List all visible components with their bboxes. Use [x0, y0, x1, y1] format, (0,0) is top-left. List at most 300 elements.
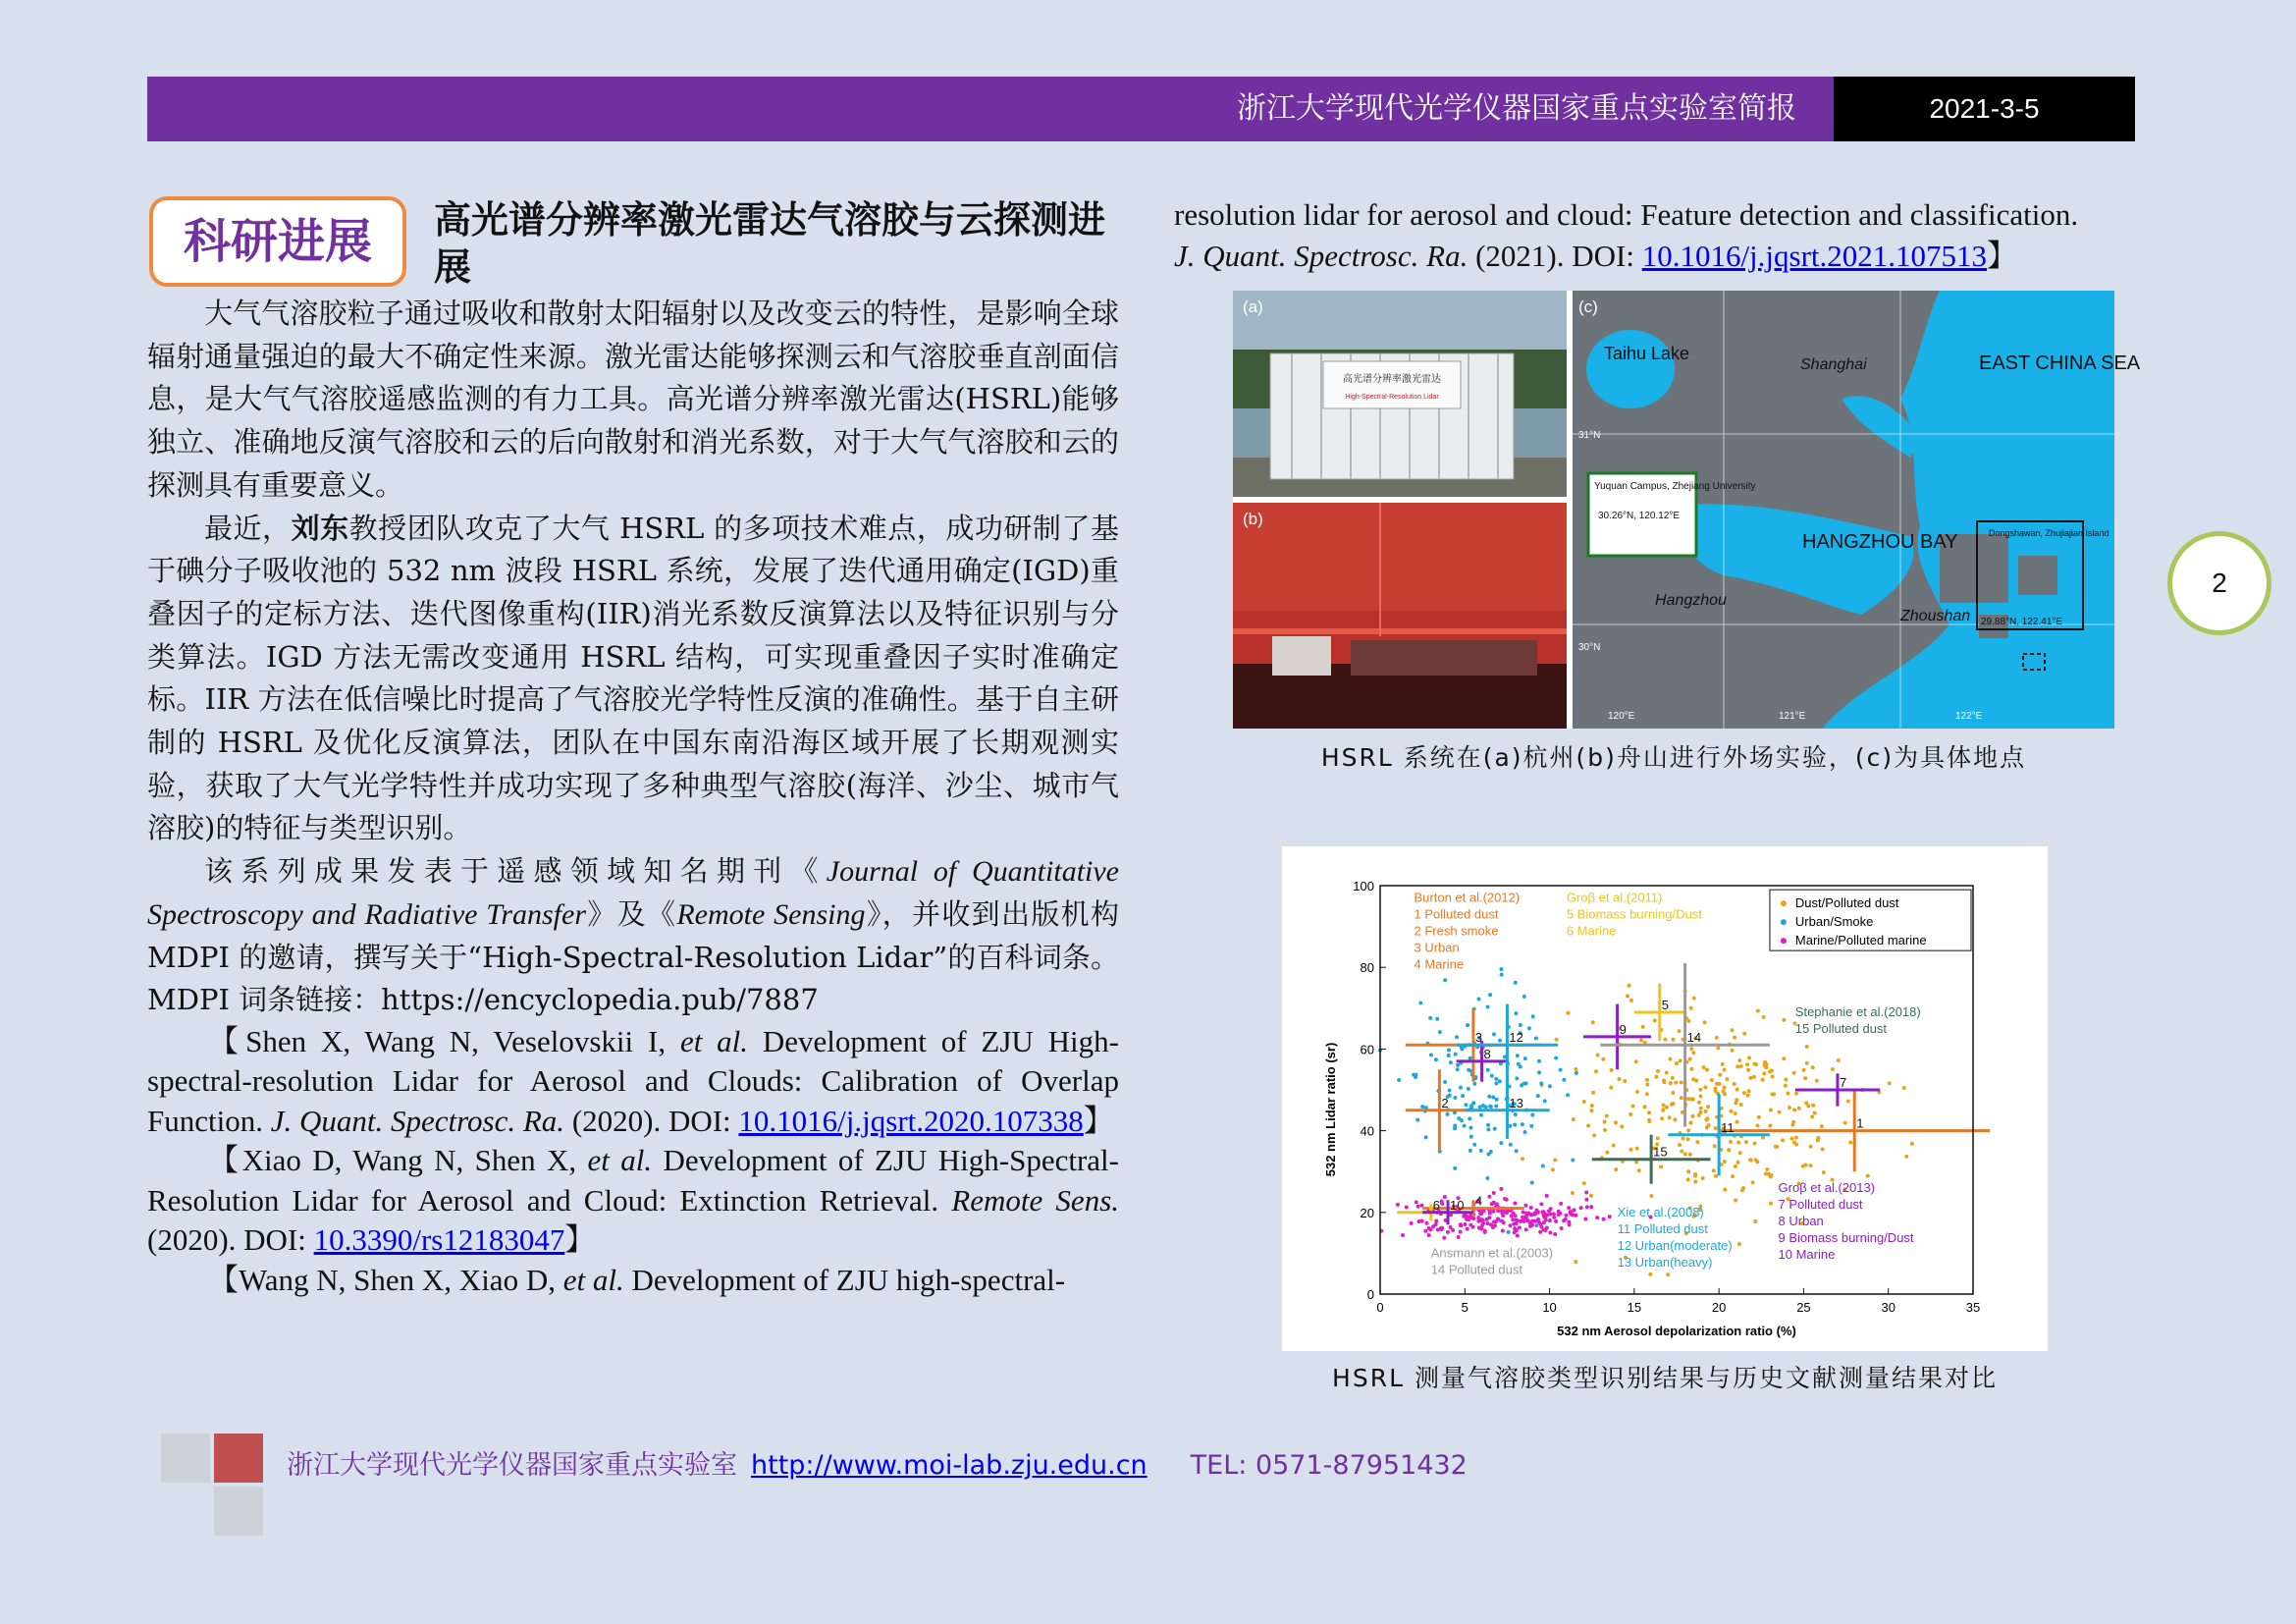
data-point [1746, 1068, 1750, 1072]
data-point [1536, 1094, 1540, 1098]
data-point [1620, 1124, 1624, 1128]
data-point [1479, 1212, 1483, 1216]
data-point [1689, 1120, 1693, 1124]
data-point [1461, 1094, 1465, 1098]
data-point [1717, 1082, 1721, 1086]
data-point [1693, 1179, 1697, 1183]
data-point [1500, 973, 1504, 977]
data-point [1718, 1073, 1722, 1077]
data-point [1695, 1140, 1699, 1144]
data-point [1420, 1105, 1424, 1109]
data-point [1529, 1206, 1533, 1210]
data-point [1582, 1181, 1586, 1185]
reference-label: 2 [1441, 1095, 1449, 1110]
data-point [1481, 1104, 1485, 1108]
data-point [1626, 994, 1629, 998]
reference-label: 7 [1839, 1075, 1847, 1090]
doi-link-3[interactable]: 10.1016/j.jqsrt.2021.107513 [1641, 239, 1988, 273]
data-point [1575, 1071, 1578, 1075]
data-point [1438, 1030, 1442, 1034]
data-point [1618, 1077, 1622, 1081]
data-point [1553, 1232, 1557, 1236]
data-point [1466, 1227, 1469, 1231]
data-point [1610, 1068, 1614, 1072]
data-point [1491, 1225, 1495, 1229]
data-point [1509, 1143, 1513, 1147]
data-point [1516, 1234, 1520, 1238]
data-point [1586, 1123, 1590, 1127]
data-point [1602, 1218, 1606, 1221]
header-date: 2021-3-5 [1929, 93, 2040, 124]
data-point [1904, 1155, 1908, 1159]
x-axis-label: 532 nm Aerosol depolarization ratio (%) [1557, 1324, 1796, 1338]
article-title: 高光谱分辨率激光雷达气溶胶与云探测进展 [434, 198, 1106, 289]
data-point [1543, 1212, 1547, 1216]
data-point [1574, 1067, 1577, 1071]
panel-a-label: (a) [1243, 298, 1263, 316]
data-point [1453, 1096, 1457, 1100]
data-point [1792, 1109, 1796, 1112]
data-point [1530, 1181, 1534, 1185]
doi-link-1[interactable]: 10.1016/j.jqsrt.2020.107338 [738, 1103, 1084, 1138]
data-point [1435, 1017, 1439, 1021]
data-point [1443, 978, 1447, 982]
data-point [1485, 1176, 1489, 1180]
data-point [1715, 1036, 1719, 1040]
data-point [1518, 1225, 1522, 1229]
data-point [1494, 1081, 1498, 1085]
data-point [1735, 1161, 1739, 1164]
data-point [1753, 1219, 1757, 1223]
data-point [1574, 1260, 1577, 1264]
data-point [1605, 1114, 1609, 1118]
legend-entry: Dust/Polluted dust [1794, 895, 1899, 911]
data-point [1501, 1228, 1505, 1232]
data-point [1585, 1205, 1589, 1209]
data-point [1661, 1108, 1665, 1111]
data-point [1548, 1084, 1552, 1088]
footer-tel: TEL: 0571-87951432 [1190, 1450, 1468, 1481]
data-point [1493, 1127, 1497, 1131]
data-point [1453, 1124, 1457, 1128]
data-point [1486, 1005, 1490, 1009]
data-point [1810, 1114, 1814, 1118]
paragraph-publication: 该系列成果发表于遥感领域知名期刊《Journal of Quantitative Spectroscopy and Radiative Transfer》及《Remote Sensing》，并收到出版机构 MDPI 的邀请，撰写关于“High-Spectral-Resolution Lidar”的百科词条。MDPI 词条链接：https://encyclopedia.pub/7887 [147, 854, 1119, 1017]
annotation-title: Stephanie et al.(2018) [1794, 1003, 1921, 1019]
footer-square-grey-1 [161, 1434, 210, 1483]
data-point [1809, 1145, 1813, 1149]
data-point [1770, 1068, 1774, 1072]
data-point [1396, 1203, 1400, 1207]
data-point [1797, 1107, 1801, 1110]
data-point [1634, 1059, 1638, 1063]
data-point [1491, 1210, 1495, 1214]
data-point [1744, 1140, 1748, 1144]
data-point [1757, 1115, 1761, 1119]
annotation-item: 15 Polluted dust [1794, 1020, 1888, 1036]
data-point [1614, 1167, 1618, 1171]
data-point [1485, 1221, 1489, 1225]
data-point [1469, 1135, 1473, 1139]
data-point [1456, 1067, 1460, 1071]
annotation-item: 12 Urban(moderate) [1617, 1237, 1733, 1253]
data-point [1647, 1118, 1651, 1122]
data-point [1499, 967, 1503, 971]
data-point [1490, 1074, 1494, 1078]
data-point [1463, 1222, 1467, 1226]
data-point [1837, 1058, 1841, 1062]
chart-caption: HSRL 测量气溶胶类型识别结果与历史文献测量结果对比 [1332, 1364, 1998, 1392]
data-point [1866, 1174, 1870, 1178]
data-point [1680, 1096, 1683, 1100]
data-point [1594, 1069, 1598, 1073]
data-point [1680, 1080, 1683, 1084]
data-point [1492, 1201, 1496, 1205]
data-point [1645, 1078, 1649, 1082]
data-point [1524, 1212, 1528, 1216]
data-point [1782, 1018, 1786, 1022]
data-point [1734, 1111, 1737, 1115]
data-point [1539, 1225, 1543, 1229]
data-point [1508, 1124, 1512, 1128]
data-point [1397, 1078, 1401, 1082]
data-point [1691, 1114, 1695, 1118]
data-point [1552, 1216, 1556, 1219]
data-point [1688, 1057, 1692, 1061]
annotation-item: 6 Marine [1566, 923, 1617, 939]
data-point [1756, 1009, 1760, 1013]
data-point [1842, 1121, 1846, 1125]
data-point [1500, 1219, 1504, 1223]
data-point [1629, 1148, 1633, 1152]
data-point [1811, 1065, 1815, 1069]
author-name: 刘东 [291, 511, 349, 545]
map-label-bay: HANGZHOU BAY [1802, 531, 1958, 553]
data-point [1605, 1151, 1609, 1155]
data-point [1513, 1230, 1517, 1234]
data-point [1671, 1091, 1675, 1095]
annotation-item: 5 Biomass burning/Dust [1566, 906, 1702, 922]
data-point [1902, 1086, 1906, 1090]
data-point [1689, 1067, 1693, 1071]
data-point [1686, 1177, 1690, 1181]
reference-label: 13 [1509, 1095, 1523, 1110]
annotation-item: 1 Polluted dust [1414, 906, 1499, 922]
data-point [1763, 1060, 1767, 1064]
data-point [1697, 1113, 1701, 1117]
data-point [1691, 1097, 1695, 1101]
data-point [1487, 1195, 1491, 1199]
data-point [1488, 993, 1492, 997]
data-point [1888, 1081, 1892, 1085]
annotation-item: 8 Urban [1778, 1213, 1824, 1228]
data-point [1472, 1082, 1476, 1086]
data-point [1542, 1220, 1546, 1224]
annotation-item: 2 Fresh smoke [1414, 923, 1499, 939]
data-point [1559, 1202, 1563, 1206]
data-point [1459, 1086, 1463, 1090]
legend-marker [1781, 900, 1787, 906]
data-point [1678, 1058, 1682, 1062]
data-point [1514, 1214, 1518, 1218]
data-point [1665, 1070, 1669, 1074]
y-tick-label: 80 [1360, 960, 1374, 976]
data-point [1735, 1098, 1738, 1102]
data-point [1451, 1228, 1455, 1232]
data-point [1549, 1207, 1553, 1211]
data-point [1662, 1104, 1666, 1108]
data-point [1761, 1078, 1765, 1082]
data-point [1815, 1079, 1819, 1083]
data-point [1816, 1138, 1820, 1142]
annotation-item: 10 Marine [1778, 1246, 1836, 1262]
data-point [1740, 1188, 1744, 1192]
data-point [1589, 1194, 1593, 1198]
data-point [1533, 1219, 1537, 1223]
data-point [1729, 1110, 1733, 1113]
data-point [1514, 981, 1518, 985]
section-badge: 科研进展 [149, 196, 406, 287]
map-label-zhoushan: Zhoushan [1900, 608, 1971, 624]
data-point [1537, 1059, 1541, 1063]
data-point [1492, 1191, 1496, 1195]
data-point [1769, 1109, 1773, 1112]
data-point [1591, 1020, 1595, 1024]
data-point [1704, 1110, 1708, 1113]
data-point [1686, 1169, 1690, 1173]
data-point [1554, 1056, 1558, 1059]
data-point [1468, 1126, 1472, 1130]
reference-label: 12 [1509, 1030, 1523, 1046]
data-point [1551, 1167, 1555, 1171]
data-point [1629, 1112, 1632, 1116]
data-point [1524, 1227, 1528, 1231]
map-lon-121: 121°E [1779, 711, 1806, 722]
data-point [1627, 984, 1630, 988]
map-label-dong-coord: 29.88°N, 122.41°E [1981, 617, 2063, 627]
data-point [1772, 1092, 1776, 1096]
annotation-title: Groβ et al.(2013) [1778, 1179, 1876, 1195]
data-point [1459, 1230, 1463, 1234]
data-point [1530, 1223, 1534, 1227]
data-point [1419, 1204, 1423, 1208]
data-point [1410, 1221, 1414, 1225]
data-point [1443, 1080, 1447, 1084]
data-point [1682, 1136, 1685, 1140]
data-point [1693, 1174, 1697, 1178]
y-tick-label: 40 [1360, 1123, 1374, 1139]
data-point [1752, 1075, 1756, 1079]
data-point [1522, 1082, 1525, 1086]
map-label-hangzhou: Hangzhou [1655, 592, 1727, 609]
data-point [1467, 1068, 1470, 1072]
data-point [1564, 1214, 1568, 1218]
data-point [1554, 1219, 1558, 1223]
data-point [1494, 1077, 1498, 1081]
data-point [1813, 1111, 1817, 1115]
data-point [1654, 1075, 1658, 1079]
data-point [1639, 1038, 1643, 1042]
data-point [1440, 1199, 1444, 1203]
data-point [1566, 1011, 1570, 1015]
data-point [1614, 1120, 1618, 1124]
data-point [1574, 1214, 1577, 1218]
map-lon-120: 120°E [1608, 711, 1635, 722]
data-point [1582, 1100, 1586, 1104]
data-point [1529, 1124, 1533, 1128]
data-point [1737, 1058, 1741, 1062]
reference-label: 1 [1856, 1115, 1864, 1131]
data-point [1727, 1148, 1731, 1152]
map-label-yuquan-coord: 30.26°N, 120.12°E [1598, 511, 1681, 521]
data-point [1487, 1095, 1491, 1099]
data-point [1442, 1236, 1446, 1240]
data-point [1534, 1037, 1538, 1041]
data-point [1792, 1071, 1796, 1075]
data-point [1739, 1103, 1743, 1107]
reference-1: 【Shen X, Wang N, Veselovskii I, et al. Development of ZJU High-spectral-resolution Lidar for Aerosol and Clouds: Calibration of Overlap Function. J. Quant. Spectrosc. Ra. (2020). DOI: 10.1016/j.jqsrt.2020.107338】 [147, 1023, 1119, 1138]
data-point [1675, 1061, 1679, 1065]
reference-label: 14 [1686, 1030, 1702, 1046]
data-point [1553, 1158, 1557, 1162]
annotation-title: Burton et al.(2012) [1414, 890, 1521, 905]
data-point [1784, 1084, 1788, 1088]
data-point [1454, 1053, 1458, 1056]
data-point [1659, 1164, 1663, 1168]
data-point [1637, 1168, 1641, 1172]
reference-label: 6 [1432, 1197, 1441, 1213]
x-tick-label: 10 [1542, 1300, 1557, 1315]
data-point [1477, 1225, 1481, 1229]
data-point [1666, 1272, 1670, 1276]
data-point [1762, 1015, 1766, 1019]
data-point [1496, 1217, 1500, 1220]
data-point [1691, 1051, 1695, 1055]
data-point [1513, 1202, 1517, 1206]
data-point [1739, 1064, 1743, 1068]
data-point [1734, 1101, 1737, 1105]
data-point [1567, 1206, 1571, 1210]
page-number: 2 [2167, 531, 2271, 635]
annotation-title: Xie et al.(2008) [1617, 1204, 1704, 1219]
data-point [1519, 1023, 1522, 1027]
data-point [1794, 1136, 1798, 1140]
legend-entry: Marine/Polluted marine [1794, 933, 1927, 948]
map-lon-122: 122°E [1955, 711, 1983, 722]
data-point [1643, 1105, 1647, 1109]
data-point [1737, 1242, 1741, 1246]
annotation-title: Ansmann et al.(2003) [1430, 1245, 1554, 1261]
doi-link-2[interactable]: 10.3390/rs12183047 [313, 1222, 565, 1258]
data-point [1653, 1018, 1657, 1022]
data-point [1448, 1088, 1452, 1092]
data-point [1523, 1056, 1527, 1060]
data-point [1686, 1128, 1690, 1132]
data-point [1521, 1122, 1524, 1126]
x-tick-label: 5 [1461, 1300, 1468, 1315]
map-taihu [1586, 330, 1675, 408]
data-point [1669, 1081, 1673, 1085]
legend-marker [1781, 919, 1787, 925]
data-point [1481, 1221, 1485, 1225]
data-point [1665, 1106, 1669, 1110]
data-point [1702, 1065, 1706, 1069]
data-point [1734, 1164, 1737, 1168]
data-point [1418, 1001, 1422, 1005]
data-point [1790, 1136, 1794, 1140]
data-point [1686, 1097, 1690, 1101]
map-lat-30: 30°N [1578, 642, 1601, 653]
data-point [1489, 1105, 1493, 1109]
data-point [1443, 1195, 1447, 1199]
data-point [1405, 1206, 1409, 1210]
data-point [1742, 1032, 1746, 1036]
reference-label: 4 [1474, 1193, 1483, 1209]
data-point [1498, 1039, 1502, 1043]
data-point [1457, 1235, 1461, 1239]
data-point [1747, 1089, 1751, 1093]
panel-c-label: (c) [1578, 298, 1598, 316]
x-tick-label: 30 [1881, 1300, 1896, 1315]
annotation-item: 14 Polluted dust [1430, 1262, 1523, 1277]
data-point [1519, 1064, 1522, 1068]
data-point [1734, 1198, 1737, 1202]
data-point [1479, 1113, 1483, 1117]
data-point [1678, 1029, 1682, 1033]
footer [287, 1443, 1468, 1482]
data-point [1723, 1160, 1727, 1164]
data-point [1721, 1062, 1725, 1066]
data-point [1731, 1049, 1735, 1053]
footer-url-link[interactable]: http://www.moi-lab.zju.edu.cn [751, 1450, 1148, 1481]
data-point [1645, 1092, 1649, 1096]
header-title: 浙江大学现代光学仪器国家重点实验室简报 [1237, 91, 1796, 126]
data-point [1705, 1125, 1709, 1129]
data-point [1498, 1079, 1502, 1083]
data-point [1543, 1099, 1547, 1103]
data-point [1514, 1011, 1518, 1015]
data-point [1733, 1082, 1736, 1086]
data-point [1692, 997, 1696, 1001]
data-point [1572, 1117, 1575, 1121]
data-point [1539, 1202, 1543, 1206]
data-point [1531, 1014, 1535, 1018]
map-lat-31: 31°N [1578, 430, 1601, 441]
data-point [1465, 1218, 1468, 1221]
container-sublabel: High-Spectral-Resolution Lidar [1345, 394, 1439, 401]
data-point [1479, 1149, 1483, 1153]
data-point [1431, 1224, 1435, 1228]
data-point [1735, 1064, 1739, 1068]
data-point [1647, 1110, 1651, 1114]
reference-label: 10 [1450, 1197, 1465, 1213]
data-point [1455, 1035, 1459, 1039]
data-point [1809, 1164, 1813, 1167]
map-label-taihu: Taihu Lake [1604, 344, 1690, 363]
data-point [1735, 1087, 1739, 1091]
data-point [1723, 1188, 1727, 1192]
data-point [1507, 1230, 1511, 1234]
data-point [1609, 1086, 1613, 1090]
data-point [1477, 997, 1481, 1001]
data-point [1537, 1220, 1541, 1224]
data-point [1747, 1056, 1751, 1059]
data-point [1699, 1107, 1703, 1110]
data-point [1774, 1145, 1778, 1149]
data-point [1523, 1130, 1527, 1134]
data-point [1686, 1137, 1690, 1141]
data-point [1569, 1211, 1573, 1215]
